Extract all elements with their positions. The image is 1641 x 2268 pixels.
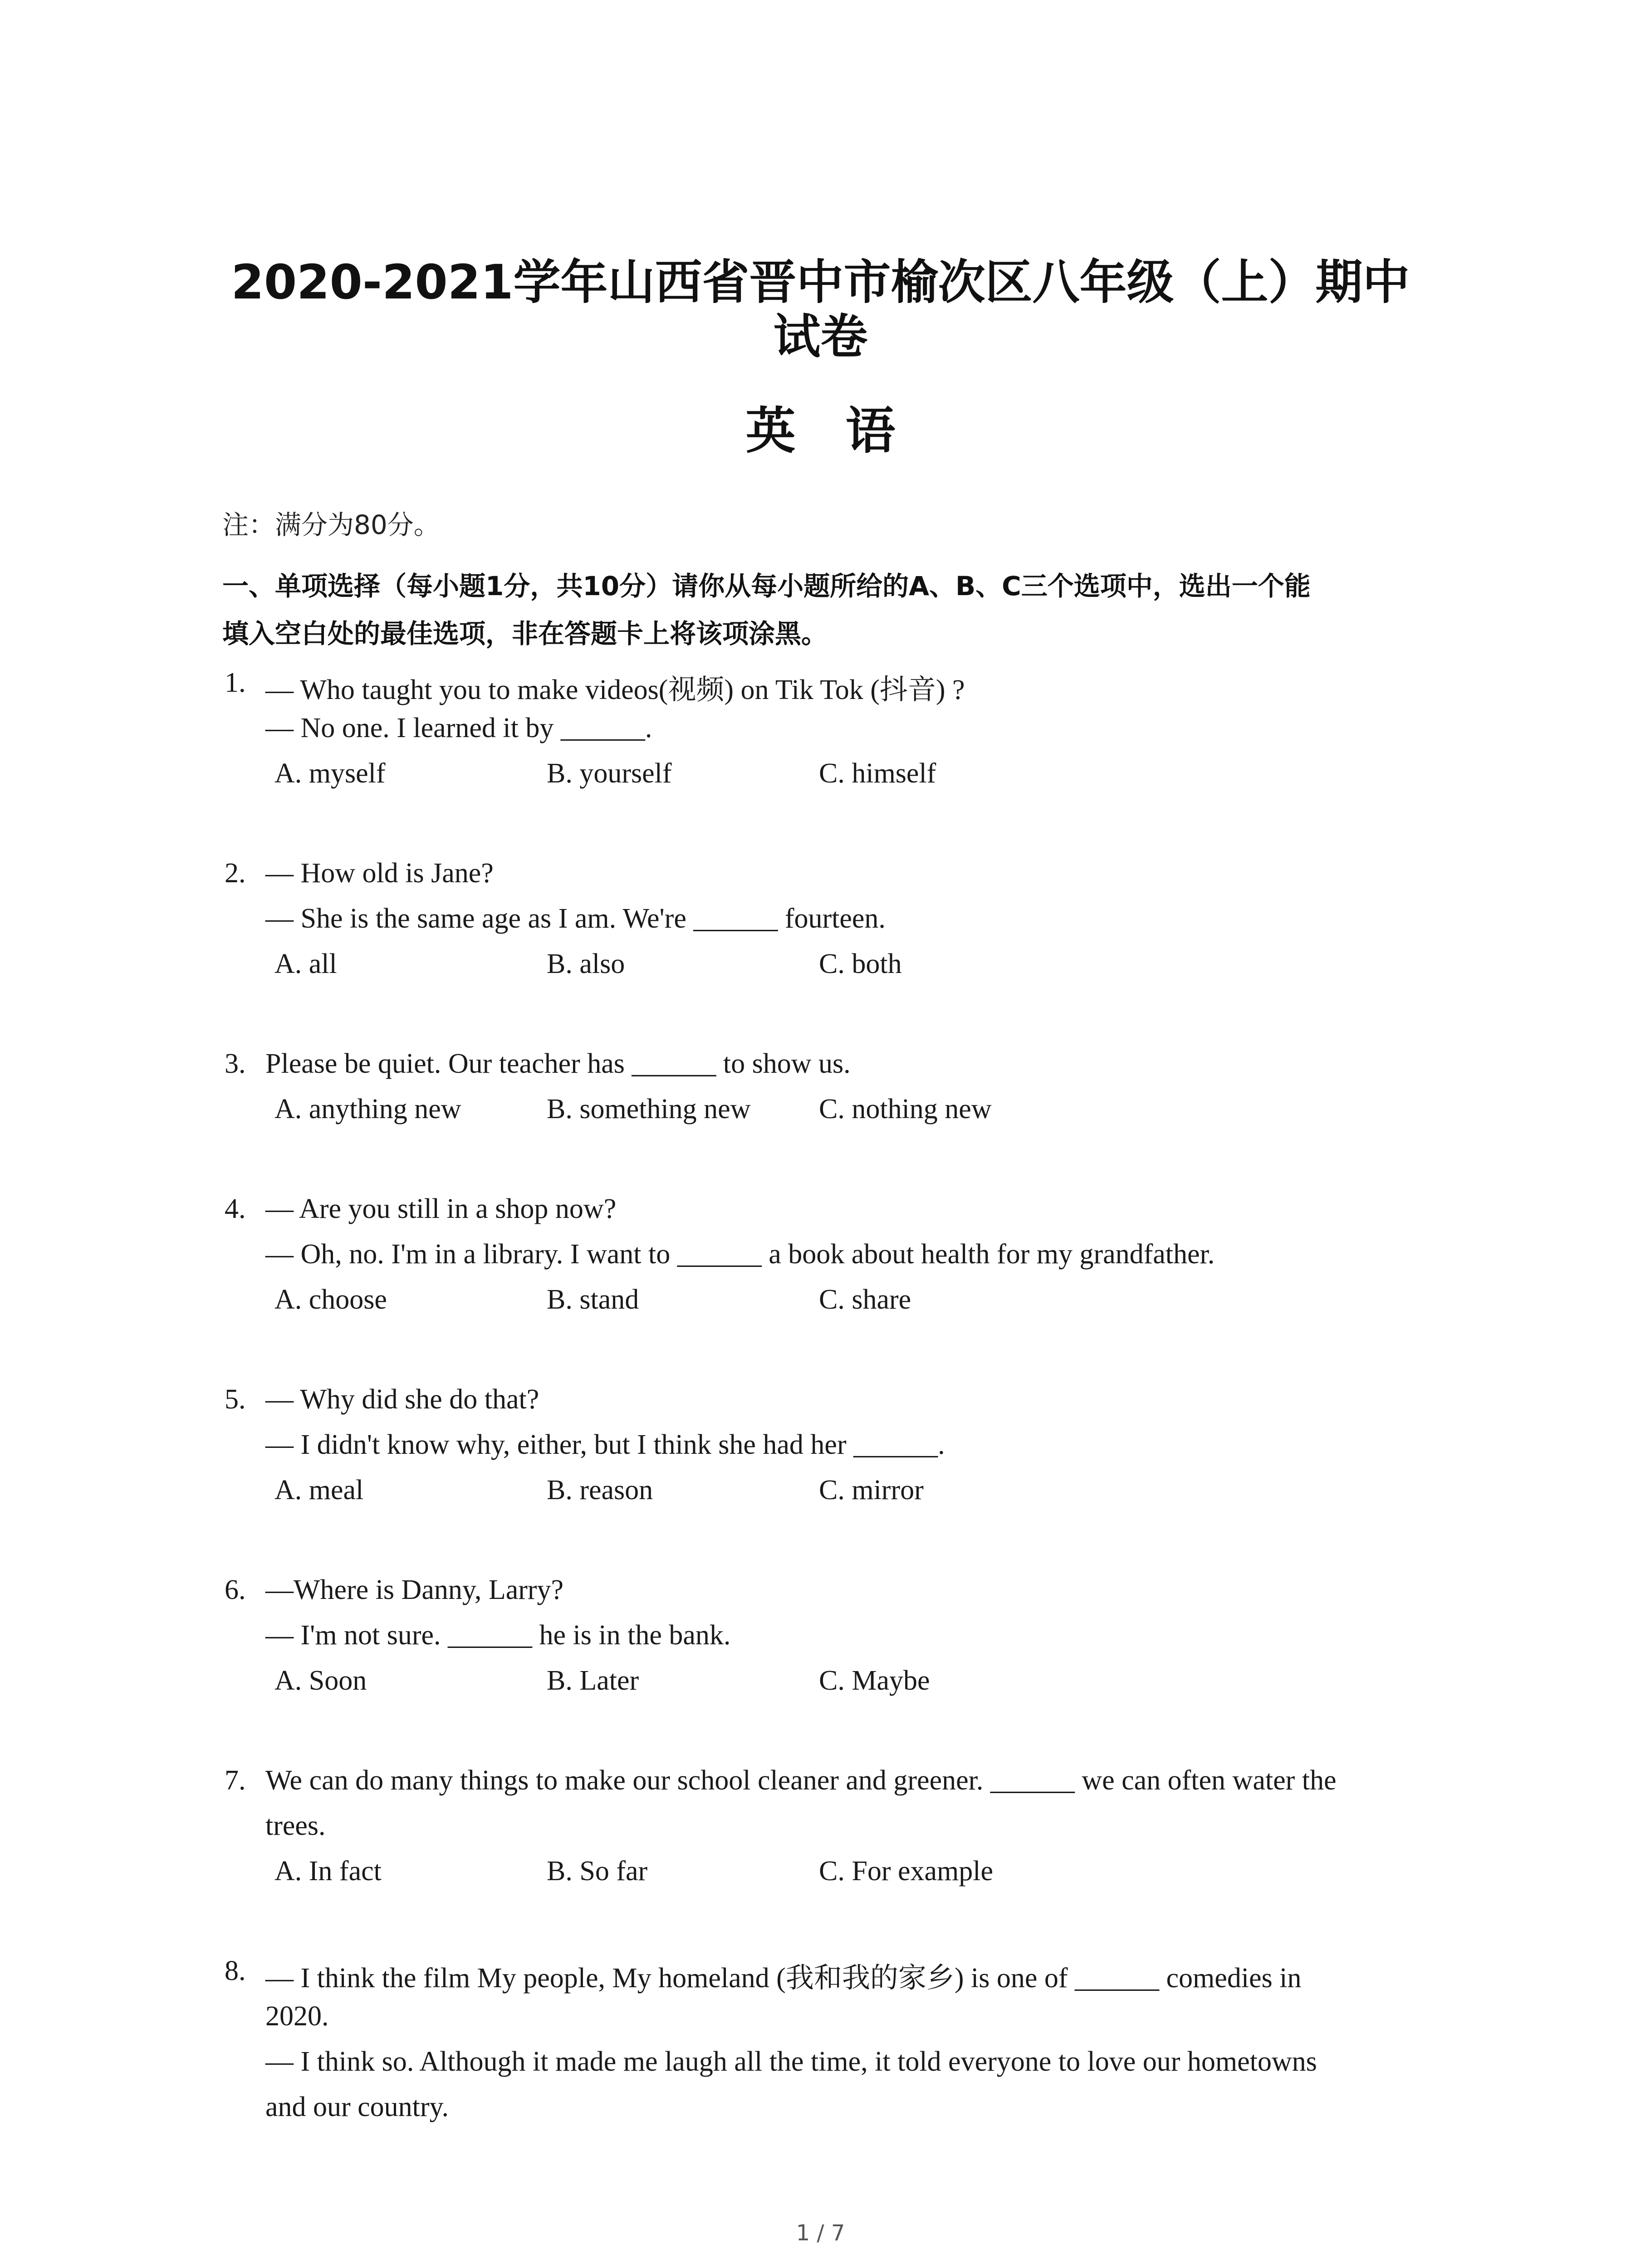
question-number: 5. bbox=[225, 1384, 246, 1415]
option-c: C. himself bbox=[819, 758, 936, 789]
exam-title-line-1: 2020-2021学年山西省晋中市榆次区八年级（上）期中 bbox=[231, 254, 1410, 310]
option-b: B. reason bbox=[547, 1475, 653, 1505]
option-b: B. something new bbox=[547, 1094, 751, 1124]
page-number: 1 / 7 bbox=[796, 2220, 845, 2246]
option-b: B. yourself bbox=[547, 758, 672, 789]
question-line: We can do many things to make our school cleaner and greener. ______ we can often water the bbox=[265, 1765, 1337, 1796]
option-a: A. myself bbox=[274, 758, 386, 789]
question-line: — Why did she do that? bbox=[265, 1384, 539, 1415]
question-number: 8. bbox=[225, 1955, 246, 1986]
exam-title-line-2: 试卷 bbox=[773, 309, 868, 364]
score-note: 注：满分为80分。 bbox=[222, 509, 440, 540]
option-c: C. nothing new bbox=[819, 1094, 992, 1124]
option-a: A. anything new bbox=[274, 1094, 461, 1124]
question-number: 7. bbox=[225, 1765, 246, 1796]
question-line: 2020. bbox=[265, 2001, 329, 2032]
option-c: C. both bbox=[819, 948, 902, 979]
option-a: A. In fact bbox=[274, 1856, 382, 1887]
question-line: — Who taught you to make videos(视频) on Tik Tok (抖音) ? bbox=[265, 675, 965, 705]
option-a: A. Soon bbox=[274, 1665, 367, 1696]
question-line: trees. bbox=[265, 1810, 326, 1841]
section-instructions-line-2: 填入空白处的最佳选项，非在答题卡上将该项涂黑。 bbox=[222, 618, 828, 649]
question-line: — No one. I learned it by ______. bbox=[265, 713, 652, 743]
option-a: A. choose bbox=[274, 1284, 387, 1315]
question-number: 3. bbox=[225, 1048, 246, 1079]
question-line: — I think the film My people, My homeland (我和我的家乡) is one of ______ comedies in bbox=[265, 1963, 1302, 1994]
question-line: — I think so. Although it made me laugh all the time, it told everyone to love our hometowns bbox=[265, 2046, 1317, 2077]
question-line: — Are you still in a shop now? bbox=[265, 1193, 617, 1224]
question-line: — I didn't know why, either, but I think she had her ______. bbox=[265, 1429, 945, 1460]
question-line: Please be quiet. Our teacher has ______ to show us. bbox=[265, 1048, 851, 1079]
option-c: C. share bbox=[819, 1284, 911, 1315]
option-c: C. For example bbox=[819, 1856, 993, 1887]
option-b: B. stand bbox=[547, 1284, 639, 1315]
subject-heading: 英语 bbox=[745, 402, 945, 460]
question-line: — Oh, no. I'm in a library. I want to ______ a book about health for my grandfather. bbox=[265, 1239, 1215, 1270]
question-number: 2. bbox=[225, 858, 246, 889]
question-number: 6. bbox=[225, 1574, 246, 1605]
option-a: A. meal bbox=[274, 1475, 364, 1505]
option-b: B. Later bbox=[547, 1665, 639, 1696]
option-c: C. Maybe bbox=[819, 1665, 930, 1696]
option-c: C. mirror bbox=[819, 1475, 924, 1505]
question-line: — How old is Jane? bbox=[265, 858, 494, 889]
question-number: 4. bbox=[225, 1193, 246, 1224]
option-b: B. So far bbox=[547, 1856, 648, 1887]
question-line: — She is the same age as I am. We're ______ fourteen. bbox=[265, 903, 886, 934]
question-line: — I'm not sure. ______ he is in the bank. bbox=[265, 1620, 731, 1651]
section-instructions-line-1: 一、单项选择（每小题1分，共10分）请你从每小题所给的A、B、C三个选项中，选出一个能 bbox=[222, 571, 1311, 601]
question-line: and our country. bbox=[265, 2092, 449, 2122]
question-number: 1. bbox=[225, 667, 246, 698]
option-b: B. also bbox=[547, 948, 625, 979]
option-a: A. all bbox=[274, 948, 337, 979]
question-line: —Where is Danny, Larry? bbox=[265, 1574, 564, 1605]
